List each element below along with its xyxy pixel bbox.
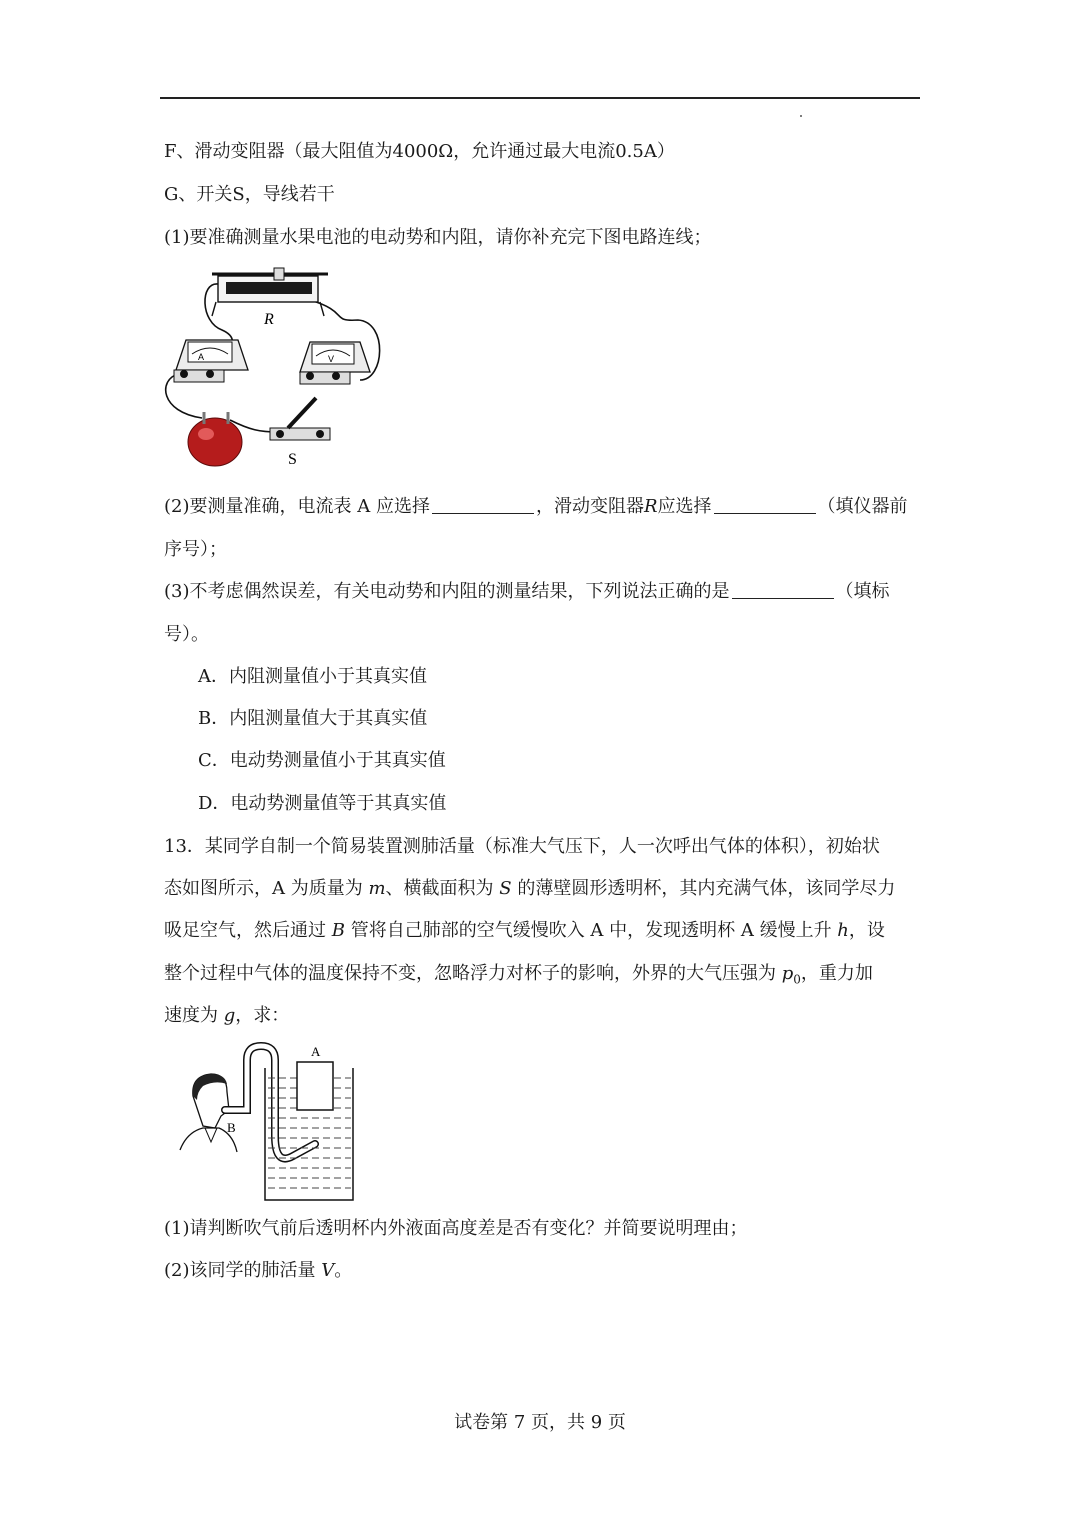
q12-part3 xyxy=(164,579,890,605)
q12-part3-cont: 号）。 xyxy=(164,624,209,645)
answer-blank-ammeter[interactable] xyxy=(432,495,534,514)
header-rule xyxy=(160,97,920,99)
q12-part3-text-a: (3)不考虑偶然误差，有关电动势和内阻的测量结果，下列说法正确的是 xyxy=(164,581,730,602)
q13-var-p-sub: 0 xyxy=(793,972,801,987)
option-b: B．内阻测量值大于其真实值 xyxy=(198,708,428,729)
q13-var-p: p xyxy=(781,963,794,984)
q13-var-b: B xyxy=(331,920,345,941)
voltmeter xyxy=(300,342,370,384)
label-ammeter-a: A xyxy=(198,352,205,362)
lung-apparatus-figure xyxy=(175,1040,360,1205)
rheostat xyxy=(212,268,328,316)
option-d: D．电动势测量值等于其真实值 xyxy=(198,793,447,814)
q13-l4-b: ，重力加 xyxy=(800,963,873,984)
switch xyxy=(270,398,330,440)
label-cup-a: A xyxy=(311,1044,321,1059)
label-switch-s: S xyxy=(288,451,297,468)
q13-var-h: h xyxy=(837,920,849,941)
option-c: C．电动势测量值小于其真实值 xyxy=(198,750,446,771)
cup-a xyxy=(297,1062,333,1110)
scan-dot xyxy=(800,115,802,117)
q12-part2-text-c: 应选择 xyxy=(657,496,712,517)
q13-l2-a: 态如图所示，A 为质量为 xyxy=(164,878,369,899)
q13-var-g: g xyxy=(223,1005,236,1026)
page-footer: 试卷第 7 页，共 9 页 xyxy=(454,1412,626,1433)
item-f: F、滑动变阻器（最大阻值为4000Ω，允许通过最大电流0.5A） xyxy=(164,141,675,162)
q13-var-m: m xyxy=(368,878,386,899)
q13-l4-a: 整个过程中气体的温度保持不变，忽略浮力对杯子的影响，外界的大气压强为 xyxy=(164,963,782,984)
q12-part2-text-b: ，滑动变阻器 xyxy=(535,496,644,517)
option-a: A．内阻测量值小于其真实值 xyxy=(198,666,427,687)
q13-sub2 xyxy=(164,1258,352,1284)
apple-battery xyxy=(188,412,242,466)
q13-var-s: S xyxy=(499,878,512,899)
q13-s2-b: 。 xyxy=(334,1260,353,1281)
ammeter xyxy=(174,340,248,382)
q13-l3-a: 吸足空气，然后通过 xyxy=(164,920,332,941)
q13-sub1: (1)请判断吹气前后透明杯内外液面高度差是否有变化？并简要说明理由； xyxy=(164,1218,748,1239)
q13-l3-b: 管将自己肺部的空气缓慢吹入 A 中，发现透明杯 A 缓慢上升 xyxy=(344,920,838,941)
q13-l2-b: 、横截面积为 xyxy=(385,878,500,899)
q12-part2-text-d: （填仪器前 xyxy=(817,496,908,517)
q13-s2-a: (2)该同学的肺活量 xyxy=(164,1260,322,1281)
q12-part2-cont: 序号）； xyxy=(164,539,227,560)
q13-l5-b: ，求： xyxy=(235,1005,290,1026)
label-voltmeter-v: V xyxy=(328,354,335,364)
q13-var-v: V xyxy=(321,1260,335,1281)
q13-line-5 xyxy=(164,1003,289,1029)
q13-line-3 xyxy=(164,918,885,944)
label-tube-b: B xyxy=(227,1120,236,1135)
label-r: R xyxy=(264,311,274,328)
q13-line-1: 13．某同学自制一个简易装置测肺活量（标准大气压下，人一次呼出气体的体积），初始状 xyxy=(164,836,880,857)
q13-line-4 xyxy=(164,961,873,993)
q13-l2-c: 的薄壁圆形透明杯，其内充满气体，该同学尽力 xyxy=(511,878,896,899)
q12-part2-var-r: R xyxy=(643,496,658,517)
q12-part1: (1)要准确测量水果电池的电动势和内阻，请你补充完下图电路连线； xyxy=(164,227,712,248)
q12-part2 xyxy=(164,494,908,520)
circuit-figure xyxy=(160,262,390,472)
q13-l5-a: 速度为 xyxy=(164,1005,224,1026)
answer-blank-choice[interactable] xyxy=(732,580,834,599)
item-g: G、开关S，导线若干 xyxy=(164,184,335,205)
answer-blank-rheostat[interactable] xyxy=(714,495,816,514)
q12-part3-text-b: （填标 xyxy=(835,581,890,602)
q13-l3-c: ，设 xyxy=(848,920,885,941)
q12-part2-text-a: (2)要测量准确，电流表 A 应选择 xyxy=(164,496,430,517)
q13-line-2 xyxy=(164,876,895,902)
